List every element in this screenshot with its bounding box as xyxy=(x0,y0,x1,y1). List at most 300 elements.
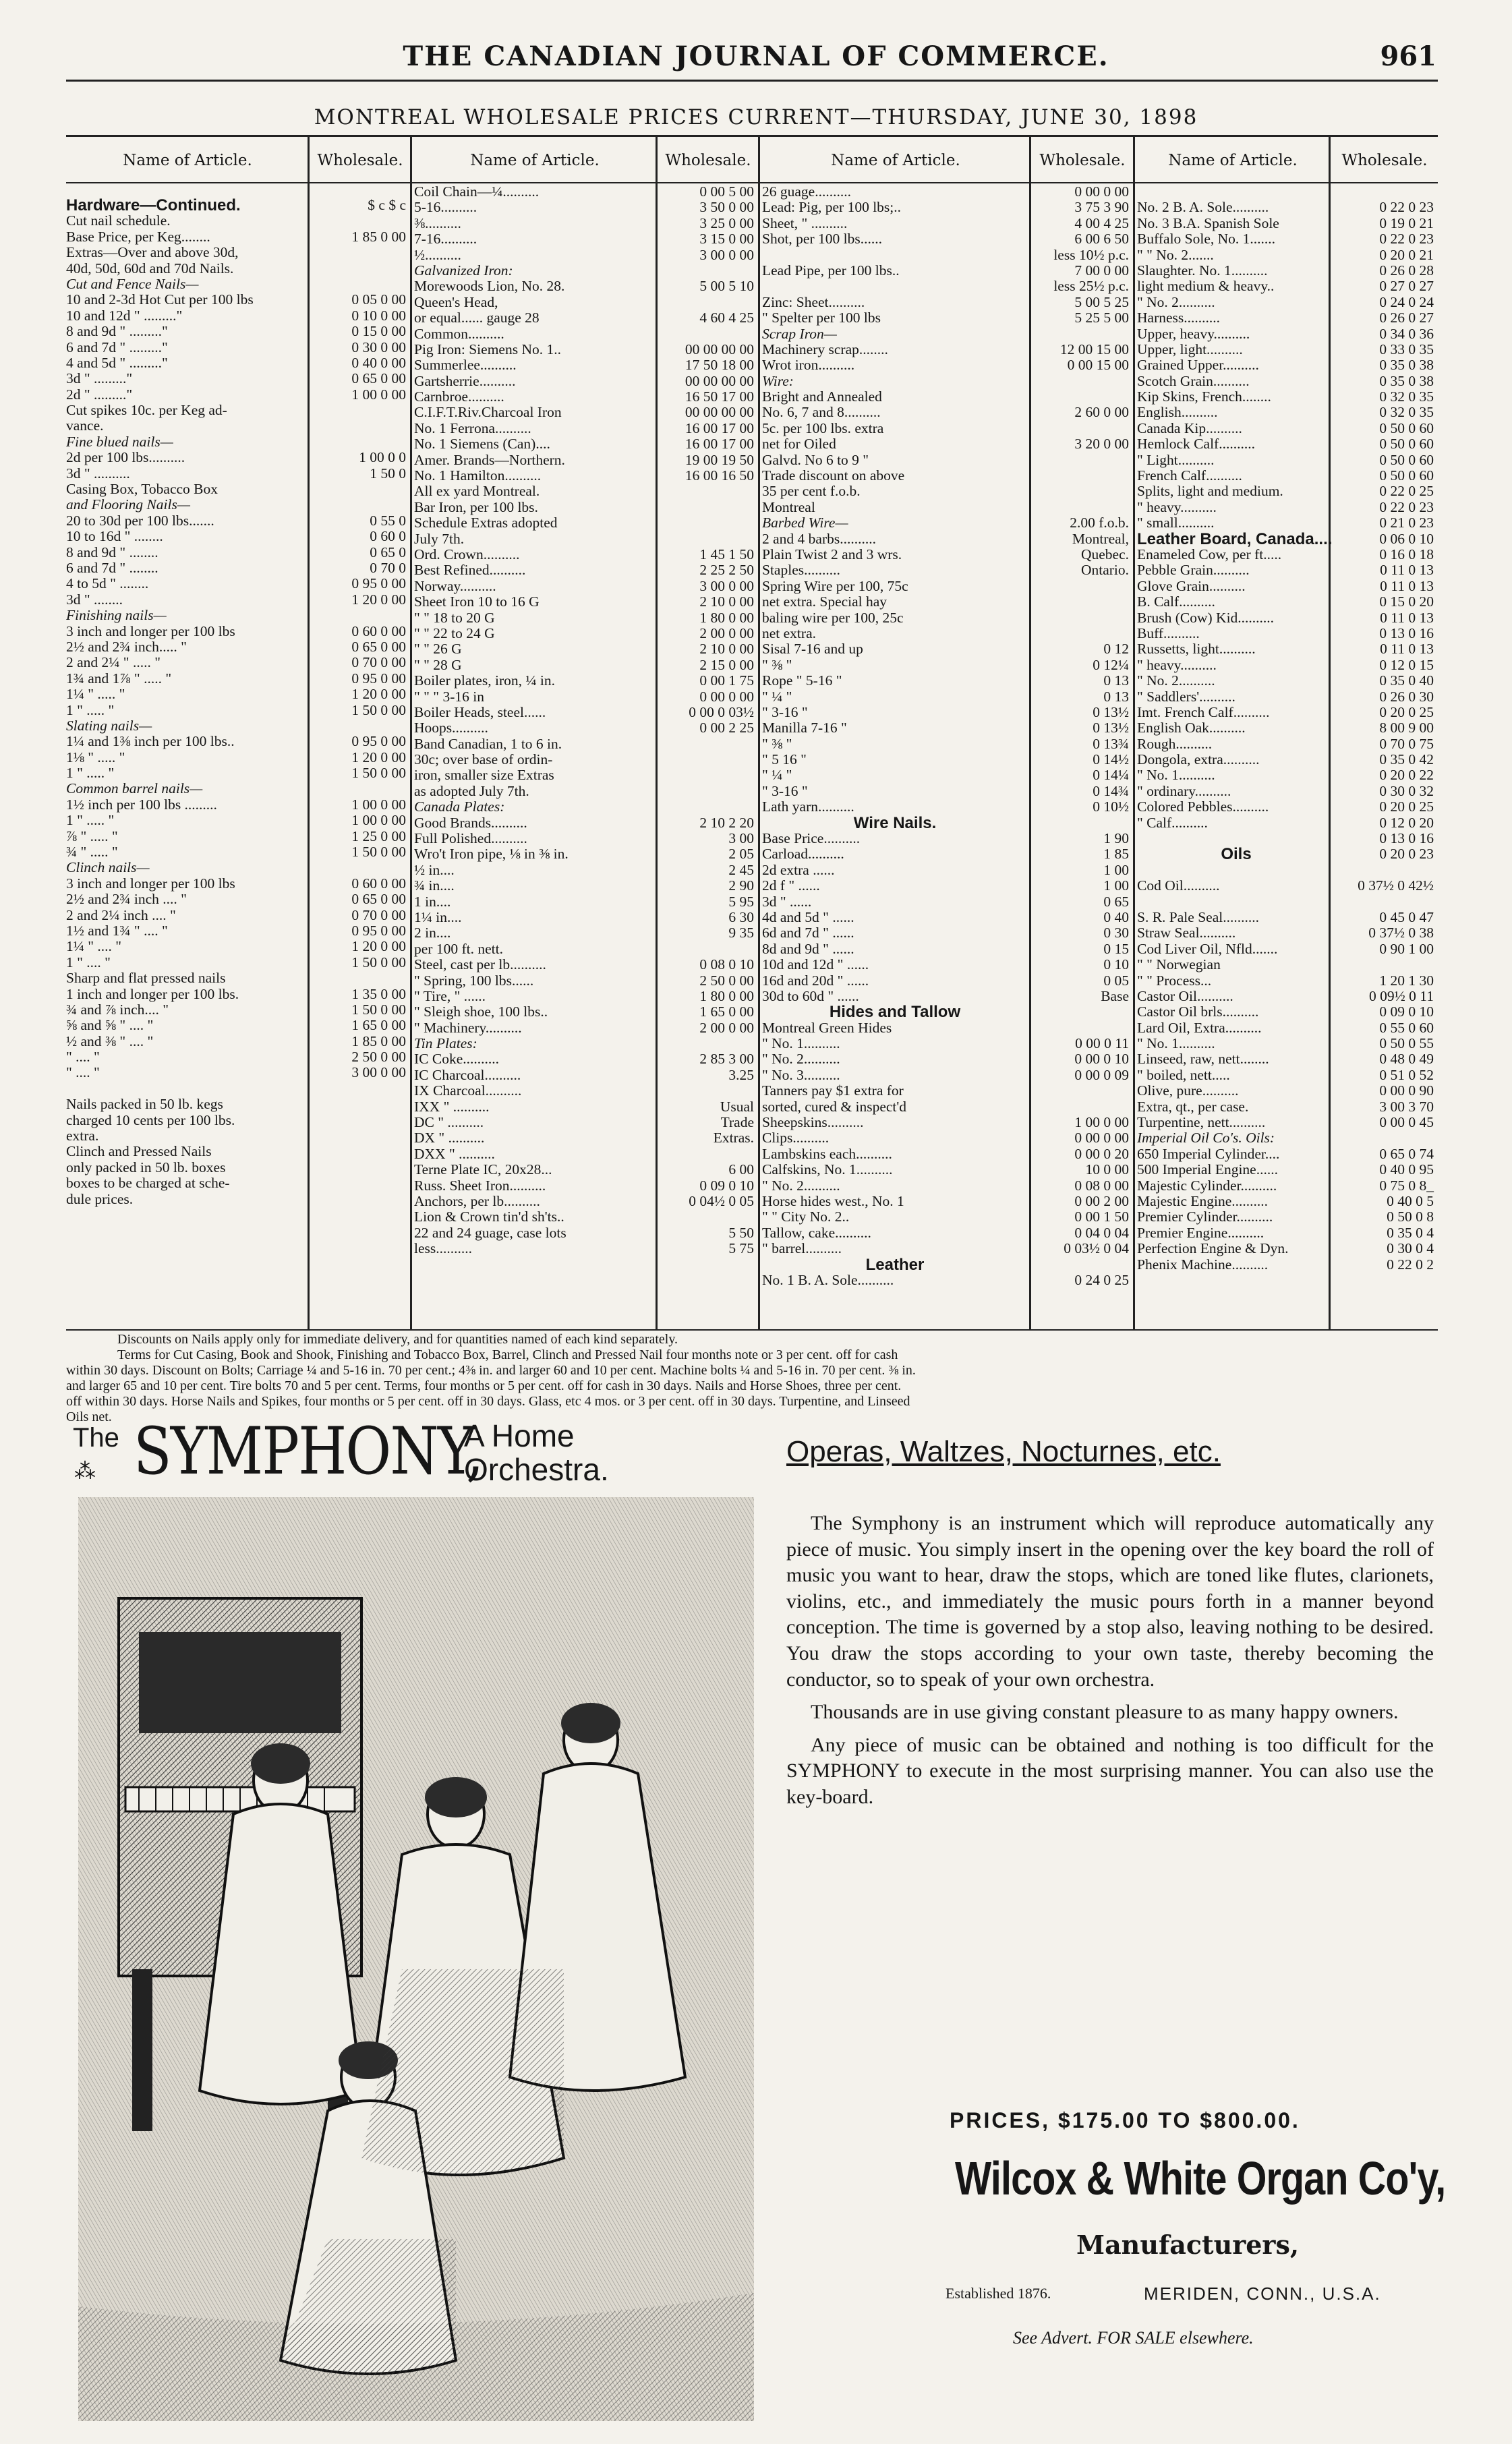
article-name: Imt. French Calf.......... xyxy=(1137,704,1270,720)
article-name: Pebble Grain.......... xyxy=(1137,562,1250,579)
article-name: Gartsherrie.......... xyxy=(414,373,516,389)
article-name: 3d " ........ xyxy=(66,591,123,608)
article-name: " No. 1.......... xyxy=(762,1036,840,1052)
wholesale-price: 0 10½ xyxy=(1093,799,1129,815)
article-name: Sheepskins.......... xyxy=(762,1115,864,1131)
price-row xyxy=(66,434,410,450)
article-name: " heavy.......... xyxy=(1137,657,1217,673)
wholesale-price: 00 00 00 00 xyxy=(685,373,754,389)
article-name: Hoops.......... xyxy=(414,720,488,736)
price-row xyxy=(414,1051,758,1067)
article-name: Extras—Over and above 30d, xyxy=(66,245,239,261)
wholesale-price: 16 00 17 00 xyxy=(685,420,754,436)
article-name: Russ. Sheet Iron.......... xyxy=(414,1177,546,1194)
illustration-children-dancing xyxy=(78,1497,754,2421)
wholesale-price: 1 00 0 0 xyxy=(359,450,406,466)
article-name: Montreal xyxy=(762,499,815,515)
article-name: Galvd. No 6 to 9 " xyxy=(762,452,869,468)
ad-the: The xyxy=(73,1423,119,1453)
wholesale-price xyxy=(1335,863,1438,878)
wholesale-price: 0 20 0 21 xyxy=(1379,247,1434,263)
price-row xyxy=(66,560,410,576)
article-name: Glove Grain.......... xyxy=(1137,578,1246,594)
wholesale-price: 0 70 0 75 xyxy=(1379,736,1434,752)
wholesale-price: 1 00 xyxy=(1103,878,1129,894)
wholesale-price: 2 60 0 00 xyxy=(1074,405,1129,421)
price-row xyxy=(1137,815,1438,831)
price-row xyxy=(66,765,410,781)
column-leather-oils xyxy=(1137,184,1438,1327)
wholesale-price xyxy=(653,752,758,767)
wholesale-price: 1 20 0 00 xyxy=(351,939,406,955)
article-name: Upper, heavy.......... xyxy=(1137,326,1250,342)
price-row xyxy=(414,436,758,452)
wholesale-price xyxy=(305,1081,410,1097)
wholesale-price xyxy=(653,1209,758,1225)
wholesale-price: 0 00 1 50 xyxy=(1074,1209,1129,1225)
article-name: Kip Skins, French........ xyxy=(1137,389,1271,405)
price-row xyxy=(414,673,758,689)
price-row xyxy=(762,815,1133,831)
wholesale-price: 1 65 0 00 xyxy=(699,1004,754,1020)
price-row xyxy=(66,213,410,229)
price-row xyxy=(762,831,1133,846)
article-name: Casing Box, Tobacco Box xyxy=(66,482,219,498)
wholesale-price: 1 85 0 00 xyxy=(351,1033,406,1049)
wholesale-price: 1 35 0 00 xyxy=(351,986,406,1002)
article-name: Amer. Brands—Northern. xyxy=(414,452,565,468)
price-row xyxy=(762,389,1133,405)
article-name: Clinch nails— xyxy=(66,860,150,876)
article-name: 5-16.......... xyxy=(414,200,477,216)
article-name: 1¼ " ..... " xyxy=(66,687,125,703)
price-row xyxy=(414,1036,758,1051)
article-name: 3d " ........." xyxy=(66,371,133,387)
price-row xyxy=(66,781,410,796)
wholesale-price: 4 60 4 25 xyxy=(699,310,754,326)
article-name: ½ and ⅜ " .... " xyxy=(66,1033,154,1049)
article-name: B. Calf.......... xyxy=(1137,594,1215,610)
wholesale-price xyxy=(1028,815,1133,831)
wholesale-price: 0 35 0 38 xyxy=(1379,373,1434,389)
wholesale-price xyxy=(305,718,410,734)
price-row xyxy=(1137,1162,1438,1177)
wholesale-price: 0 34 0 36 xyxy=(1379,326,1434,342)
wholesale-price: 0 50 0 55 xyxy=(1379,1036,1434,1052)
wholesale-price: 0 90 1 00 xyxy=(1379,941,1434,957)
wholesale-price: 3 00 xyxy=(728,831,754,847)
article-name: Majestic Cylinder.......... xyxy=(1137,1177,1277,1194)
wholesale-price: 3 20 0 00 xyxy=(1074,436,1129,453)
price-row xyxy=(414,1099,758,1115)
price-row xyxy=(66,340,410,355)
article-name: IC Coke.......... xyxy=(414,1051,500,1068)
wholesale-price: 1 20 1 30 xyxy=(1379,972,1434,989)
price-row xyxy=(762,184,1133,200)
price-row xyxy=(762,910,1133,925)
price-row xyxy=(414,468,758,484)
wholesale-price: 1 20 0 00 xyxy=(351,591,406,608)
article-name: 1 inch and longer per 100 lbs. xyxy=(66,986,239,1002)
wholesale-price xyxy=(653,736,758,752)
price-row xyxy=(1137,326,1438,342)
wholesale-price xyxy=(653,799,758,815)
article-name: " No. 3.......... xyxy=(762,1067,840,1083)
wholesale-price: 2.00 f.o.b. xyxy=(1070,515,1129,531)
article-name: " Spring, 100 lbs...... xyxy=(414,972,534,989)
wholesale-price xyxy=(1028,1004,1133,1020)
wholesale-price: 0 27 0 27 xyxy=(1379,279,1434,295)
wholesale-price: 3 00 0 00 xyxy=(699,247,754,263)
wholesale-price: 0 13 0 16 xyxy=(1379,831,1434,847)
article-name: Hardware—Continued. xyxy=(66,198,241,214)
wholesale-price: 0 20 0 22 xyxy=(1379,767,1434,784)
price-row xyxy=(414,1115,758,1130)
article-name: Wro't Iron pipe, ⅛ in ⅜ in. xyxy=(414,846,569,863)
wholesale-price: 0 37½ 0 42½ xyxy=(1358,878,1434,894)
wholesale-price: 3 15 0 00 xyxy=(699,231,754,248)
price-row xyxy=(762,1225,1133,1241)
price-row xyxy=(66,624,410,639)
wholesale-price xyxy=(305,1097,410,1112)
wholesale-price: 7 00 0 00 xyxy=(1074,262,1129,279)
article-name: extra. xyxy=(66,1128,99,1144)
wholesale-price: 0 11 0 13 xyxy=(1380,578,1434,594)
price-row xyxy=(66,1144,410,1159)
wholesale-price xyxy=(305,1175,410,1191)
price-row xyxy=(1137,736,1438,752)
price-row xyxy=(414,1194,758,1209)
wholesale-price: 1 65 0 00 xyxy=(351,1018,406,1034)
price-row xyxy=(66,418,410,434)
price-row xyxy=(414,925,758,941)
article-name: Hemlock Calf.......... xyxy=(1137,436,1255,453)
wholesale-price: 0 13 xyxy=(1103,689,1129,705)
wholesale-price: 0 04½ 0 05 xyxy=(689,1194,754,1209)
article-name: net extra. xyxy=(762,625,816,641)
article-name: " Sleigh shoe, 100 lbs.. xyxy=(414,1004,548,1020)
wholesale-price xyxy=(305,277,410,292)
article-name: 2d per 100 lbs.......... xyxy=(66,450,185,466)
article-name: Sisal 7-16 and up xyxy=(762,641,863,658)
article-name: 22 and 24 guage, case lots xyxy=(414,1225,566,1241)
wholesale-price: 16 00 17 00 xyxy=(685,436,754,453)
price-row xyxy=(1137,831,1438,846)
wholesale-price: $ c $ c xyxy=(368,198,406,213)
wholesale-price: 0 60 0 00 xyxy=(351,623,406,639)
price-row xyxy=(66,734,410,749)
footnote-line: Discounts on Nails apply only for immediate delivery, and for quantities named of each kind separately. xyxy=(117,1332,678,1347)
article-name: 4 to 5d " ........ xyxy=(66,576,149,592)
price-row xyxy=(1137,405,1438,420)
price-row xyxy=(1137,1130,1438,1146)
price-row xyxy=(1137,1209,1438,1225)
article-name: 30c; over base of ordin- xyxy=(414,752,553,768)
wholesale-price: 00 00 00 00 xyxy=(685,405,754,421)
article-name: 1⅛ " ..... " xyxy=(66,749,125,765)
ad-company-name: Wilcox & White Organ Co'y, xyxy=(955,2152,1446,2205)
article-name: 40d, 50d, 60d and 70d Nails. xyxy=(66,260,234,277)
article-name: 3d " ...... xyxy=(762,894,812,910)
price-row xyxy=(762,310,1133,326)
price-row xyxy=(414,767,758,783)
ad-paragraph-3: Any piece of music can be obtained and nothing is too difficult for the SYMPHONY to execute in the most surprising manner. You can also use the key-board. xyxy=(786,1733,1434,1808)
price-row xyxy=(762,705,1133,720)
wholesale-price: 0 11 0 13 xyxy=(1380,641,1434,658)
article-name: 10 and 12d " ........." xyxy=(66,308,183,324)
price-row xyxy=(414,357,758,373)
col4-name-header: Name of Article. xyxy=(1168,152,1298,169)
price-row xyxy=(414,1020,758,1036)
footnote-line: off within 30 days. Horse Nails and Spikes, four months or 5 per cent. off in 30 days. Glass, etc 4 mos. or 3 per cent. off in 30 days. Turpentine, and Linseed xyxy=(66,1394,910,1409)
price-row xyxy=(762,1036,1133,1051)
price-row xyxy=(66,892,410,907)
article-name: " Spelter per 100 lbs xyxy=(762,310,881,326)
wholesale-price: 0 19 0 21 xyxy=(1379,215,1434,231)
article-name: 26 guage.......... xyxy=(762,184,851,200)
price-row xyxy=(1137,799,1438,815)
price-row xyxy=(762,736,1133,752)
price-row xyxy=(414,1068,758,1083)
article-name: 500 Imperial Engine...... xyxy=(1137,1162,1278,1178)
price-row xyxy=(1137,863,1438,878)
wholesale-price xyxy=(653,484,758,499)
article-name: " heavy.......... xyxy=(1137,499,1217,515)
article-name: " No. 2.......... xyxy=(762,1177,840,1194)
price-row xyxy=(762,515,1133,531)
price-row xyxy=(414,405,758,420)
wholesale-price: 0 70 0 00 xyxy=(351,907,406,923)
price-row xyxy=(1137,216,1438,231)
article-name: 3 inch and longer per 100 lbs xyxy=(66,623,235,639)
wholesale-price: 0 33 0 35 xyxy=(1379,341,1434,357)
article-name: " " 18 to 20 G xyxy=(414,610,495,626)
article-name: net for Oiled xyxy=(762,436,836,453)
wholesale-price: 5 25 5 00 xyxy=(1074,310,1129,326)
article-name: 6 and 7d " ........." xyxy=(66,339,168,355)
article-name: " " 28 G xyxy=(414,657,462,673)
article-name: Leather xyxy=(865,1256,925,1273)
wholesale-price: 2 15 0 00 xyxy=(699,657,754,673)
article-name: 10d and 12d " ...... xyxy=(762,957,869,973)
price-row xyxy=(762,752,1133,767)
article-name: Tallow, cake.......... xyxy=(762,1225,871,1241)
wholesale-price xyxy=(653,531,758,547)
article-name: Buffalo Sole, No. 1....... xyxy=(1137,231,1276,248)
wholesale-price: 0 37½ 0 38 xyxy=(1368,925,1434,941)
price-row xyxy=(762,200,1133,215)
article-name: " Light.......... xyxy=(1137,452,1215,468)
price-row xyxy=(66,1097,410,1112)
price-row xyxy=(66,497,410,513)
wholesale-price: 0 26 0 27 xyxy=(1379,310,1434,326)
article-name: 1¼ " .... " xyxy=(66,939,122,955)
price-row xyxy=(414,1209,758,1225)
wholesale-price: 3 75 3 90 xyxy=(1074,200,1129,216)
article-name: Turpentine, nett.......... xyxy=(1137,1115,1266,1131)
article-name: " ordinary.......... xyxy=(1137,783,1231,799)
ad-manufacturers: Manufacturers, xyxy=(1076,2230,1300,2260)
price-row xyxy=(414,957,758,972)
article-name: Cod Liver Oil, Nfld....... xyxy=(1137,941,1278,957)
article-name: as adopted July 7th. xyxy=(414,783,529,799)
wholesale-price: 2 45 xyxy=(728,862,754,878)
price-row xyxy=(1137,752,1438,767)
price-row xyxy=(1137,658,1438,673)
article-name: " 3-16 " xyxy=(762,783,808,799)
article-name: " 5 16 " xyxy=(762,752,807,768)
price-row xyxy=(414,1004,758,1020)
price-row xyxy=(762,626,1133,641)
price-row xyxy=(414,941,758,957)
wholesale-price xyxy=(1028,594,1133,610)
article-name: Base Price.......... xyxy=(762,831,861,847)
price-row xyxy=(414,500,758,515)
price-row xyxy=(414,831,758,846)
price-row xyxy=(66,513,410,529)
article-name: " No. 2.......... xyxy=(762,1051,840,1068)
footnote-line: Terms for Cut Casing, Book and Shook, Finishing and Tobacco Box, Barrel, Clinch and Pressed Nail four months note or 3 per cent. off for cash xyxy=(117,1347,898,1362)
article-name: Leather Board, Canada.... xyxy=(1137,531,1333,547)
price-row xyxy=(66,844,410,860)
price-row xyxy=(762,531,1133,547)
ad-body xyxy=(786,1511,1434,1817)
article-name: " small.......... xyxy=(1137,515,1215,531)
wholesale-price: 0 11 0 13 xyxy=(1380,562,1434,579)
article-name: Buff.......... xyxy=(1137,625,1200,641)
article-name: Lambskins each.......... xyxy=(762,1146,892,1162)
price-row xyxy=(762,342,1133,357)
price-row xyxy=(762,1273,1133,1288)
col3-name-header: Name of Article. xyxy=(831,152,960,169)
article-name: Fine blued nails— xyxy=(66,434,173,450)
article-name: Majestic Engine.......... xyxy=(1137,1194,1269,1209)
price-row xyxy=(414,846,758,862)
price-row xyxy=(414,973,758,989)
wholesale-price xyxy=(1335,957,1438,972)
article-name: English Oak.......... xyxy=(1137,720,1246,736)
wholesale-price: 0 20 0 23 xyxy=(1379,846,1434,863)
price-row xyxy=(414,626,758,641)
wholesale-price xyxy=(305,213,410,229)
article-name: Lath yarn.......... xyxy=(762,799,854,815)
wholesale-price: 1 90 xyxy=(1103,831,1129,847)
article-name: Linseed, raw, nett........ xyxy=(1137,1051,1269,1068)
wholesale-price: 6 00 xyxy=(728,1162,754,1178)
article-name: Best Refined.......... xyxy=(414,562,526,579)
price-row xyxy=(66,292,410,308)
wholesale-price: 0 45 0 47 xyxy=(1379,909,1434,925)
wholesale-price: 2 00 0 00 xyxy=(699,625,754,641)
price-row xyxy=(66,482,410,497)
wholesale-price: 0 11 0 13 xyxy=(1380,610,1434,626)
article-name: 1 " .... " xyxy=(66,954,111,970)
wholesale-price: 0 14¼ xyxy=(1093,767,1129,784)
article-name: Harness.......... xyxy=(1137,310,1221,326)
wholesale-price: 0 35 0 40 xyxy=(1379,673,1434,689)
article-name: Terne Plate IC, 20x28... xyxy=(414,1162,552,1178)
article-name: 20 to 30d per 100 lbs....... xyxy=(66,513,214,529)
price-row xyxy=(1137,594,1438,610)
price-row xyxy=(414,484,758,499)
price-row xyxy=(66,308,410,324)
article-name xyxy=(1137,831,1335,846)
price-row xyxy=(66,1018,410,1033)
wholesale-price: 0 95 0 00 xyxy=(351,734,406,750)
wholesale-price: 0 70 0 xyxy=(370,560,406,576)
price-row xyxy=(762,279,1133,294)
wholesale-price: 0 09½ 0 11 xyxy=(1369,988,1434,1004)
article-name: 7-16.......... xyxy=(414,231,477,248)
price-row xyxy=(414,1241,758,1256)
wholesale-price: 0 50 0 60 xyxy=(1379,420,1434,436)
wholesale-price xyxy=(1028,421,1133,436)
wholesale-price: 0 30 0 00 xyxy=(351,339,406,355)
article-name: 650 Imperial Cylinder.... xyxy=(1137,1146,1280,1162)
wholesale-price xyxy=(653,515,758,531)
wholesale-price xyxy=(1028,1257,1133,1273)
wholesale-price: 0 65 xyxy=(1103,894,1129,910)
wholesale-price: 0 03½ 0 04 xyxy=(1064,1241,1129,1257)
price-row xyxy=(66,1034,410,1049)
wholesale-price xyxy=(305,497,410,513)
article-name: Bar Iron, per 100 lbs. xyxy=(414,499,538,515)
col3-wholesale-header: Wholesale. xyxy=(1039,152,1126,169)
article-name: No. 1 Ferrona.......... xyxy=(414,420,531,436)
price-row xyxy=(66,970,410,986)
article-name: Imperial Oil Co's. Oils: xyxy=(1137,1130,1275,1146)
price-row xyxy=(1137,279,1438,294)
wholesale-price: 0 00 0 09 xyxy=(1074,1067,1129,1083)
price-row xyxy=(66,703,410,718)
article-name xyxy=(1137,863,1335,878)
price-row xyxy=(414,720,758,736)
wholesale-price: 5 50 xyxy=(728,1225,754,1241)
wholesale-price: 0 30 0 4 xyxy=(1387,1241,1434,1257)
wholesale-price: 3 00 0 00 xyxy=(699,578,754,594)
wholesale-price: 0 12 xyxy=(1103,641,1129,658)
header-rule xyxy=(66,80,1438,82)
header-bottom-rule xyxy=(66,182,1438,183)
price-row xyxy=(66,355,410,371)
wholesale-price: 0 35 0 42 xyxy=(1379,752,1434,768)
article-name: Carload.......... xyxy=(762,846,844,863)
wholesale-price: 1 80 0 00 xyxy=(699,988,754,1004)
article-name: Upper, light.......... xyxy=(1137,341,1243,357)
wholesale-price: 1 25 0 00 xyxy=(351,828,406,844)
wholesale-price: 1 50 0 00 xyxy=(351,702,406,718)
wholesale-price: 1 00 xyxy=(1103,862,1129,878)
price-row xyxy=(1137,957,1438,972)
article-name: Sharp and flat pressed nails xyxy=(66,970,226,987)
wholesale-price xyxy=(305,860,410,875)
wholesale-price: 1 00 0 00 xyxy=(1074,1115,1129,1131)
price-row xyxy=(1137,515,1438,531)
wholesale-price: 0 05 xyxy=(1103,972,1129,989)
wholesale-price: 3 00 3 70 xyxy=(1379,1099,1434,1115)
article-name: ⅞ " ..... " xyxy=(66,828,118,844)
price-row xyxy=(1137,436,1438,452)
wholesale-price: 1 50 0 xyxy=(370,465,406,482)
footnote-line: and larger 65 and 10 per cent. Tire bolts 70 and 5 per cent. Terms, four months or 5 per cent. off for cash in 30 days. Nails and Horse Shoes, three per cent. xyxy=(66,1378,902,1393)
price-row xyxy=(1137,1099,1438,1115)
article-name: Common.......... xyxy=(414,326,504,342)
wholesale-price: 0 50 0 8 xyxy=(1387,1209,1434,1225)
price-row xyxy=(66,576,410,591)
price-row xyxy=(1137,374,1438,389)
price-row xyxy=(1137,263,1438,279)
ornament-icon: ⁂ xyxy=(74,1458,96,1484)
